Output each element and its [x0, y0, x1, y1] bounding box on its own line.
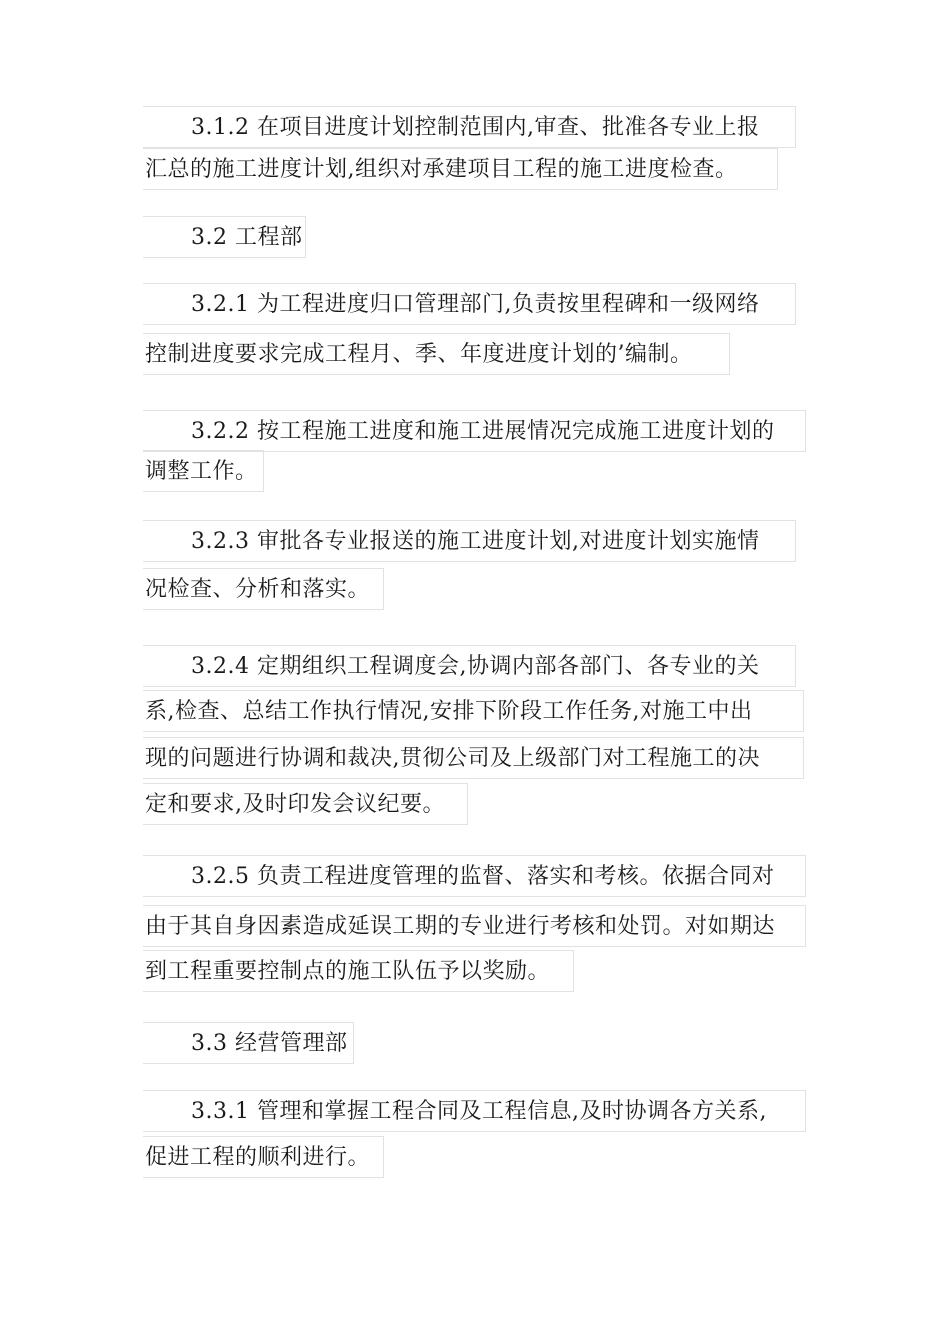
text-line-content: 3.2.2 按工程施工进度和施工进展情况完成施工进度计划的	[191, 419, 775, 444]
text-line	[143, 1136, 384, 1178]
text-line	[143, 1022, 354, 1064]
text-line-content: 到工程重要控制点的施工队伍予以奖励。	[145, 959, 551, 984]
text-line	[143, 450, 264, 492]
text-line	[143, 905, 806, 947]
text-line-content: 现的问题进行协调和裁决,贯彻公司及上级部门对工程施工的决	[145, 746, 760, 771]
text-line	[143, 216, 306, 258]
text-line	[143, 1090, 806, 1132]
text-line-content: 况检查、分析和落实。	[145, 577, 371, 602]
text-line	[143, 855, 806, 897]
text-line	[143, 645, 796, 687]
text-line-content: 定和要求,及时印发会议纪要。	[145, 792, 445, 817]
text-line	[143, 283, 796, 325]
text-line	[143, 106, 796, 148]
text-line-content: 由于其自身因素造成延误工期的专业进行考核和处罚。对如期达	[145, 914, 776, 939]
text-line-content: 3.2.3 审批各专业报送的施工进度计划,对进度计划实施情	[191, 529, 760, 554]
text-line	[143, 520, 796, 562]
text-line-content: 系,检查、总结工作执行情况,安排下阶段工作任务,对施工中出	[145, 699, 753, 724]
text-line	[143, 148, 778, 190]
text-line-content: 调整工作。	[145, 459, 258, 484]
text-line-content: 促进工程的顺利进行。	[145, 1145, 371, 1170]
text-line-content: 3.3 经营管理部	[191, 1031, 348, 1056]
text-line	[143, 737, 804, 779]
text-line-content: 3.2 工程部	[191, 225, 303, 250]
text-line	[143, 783, 468, 825]
text-line-content: 3.2.1 为工程进度归口管理部门,负责按里程碑和一级网络	[191, 292, 760, 317]
text-line-content: 3.3.1 管理和掌握工程合同及工程信息,及时协调各方关系,	[191, 1099, 767, 1124]
text-line	[143, 950, 574, 992]
text-line-content: 3.2.4 定期组织工程调度会,协调内部各部门、各专业的关	[191, 654, 760, 679]
text-line	[143, 568, 384, 610]
text-line-content: 控制进度要求完成工程月、季、年度进度计划的’编制。	[145, 342, 693, 367]
text-line	[143, 410, 806, 452]
text-line-content: 3.1.2 在项目进度计划控制范围内,审查、批准各专业上报	[191, 115, 760, 140]
text-line	[143, 690, 804, 732]
text-line-content: 3.2.5 负责工程进度管理的监督、落实和考核。依据合同对	[191, 864, 775, 889]
text-line	[143, 333, 730, 375]
text-line-content: 汇总的施工进度计划,组织对承建项目工程的施工进度检查。	[145, 157, 738, 182]
